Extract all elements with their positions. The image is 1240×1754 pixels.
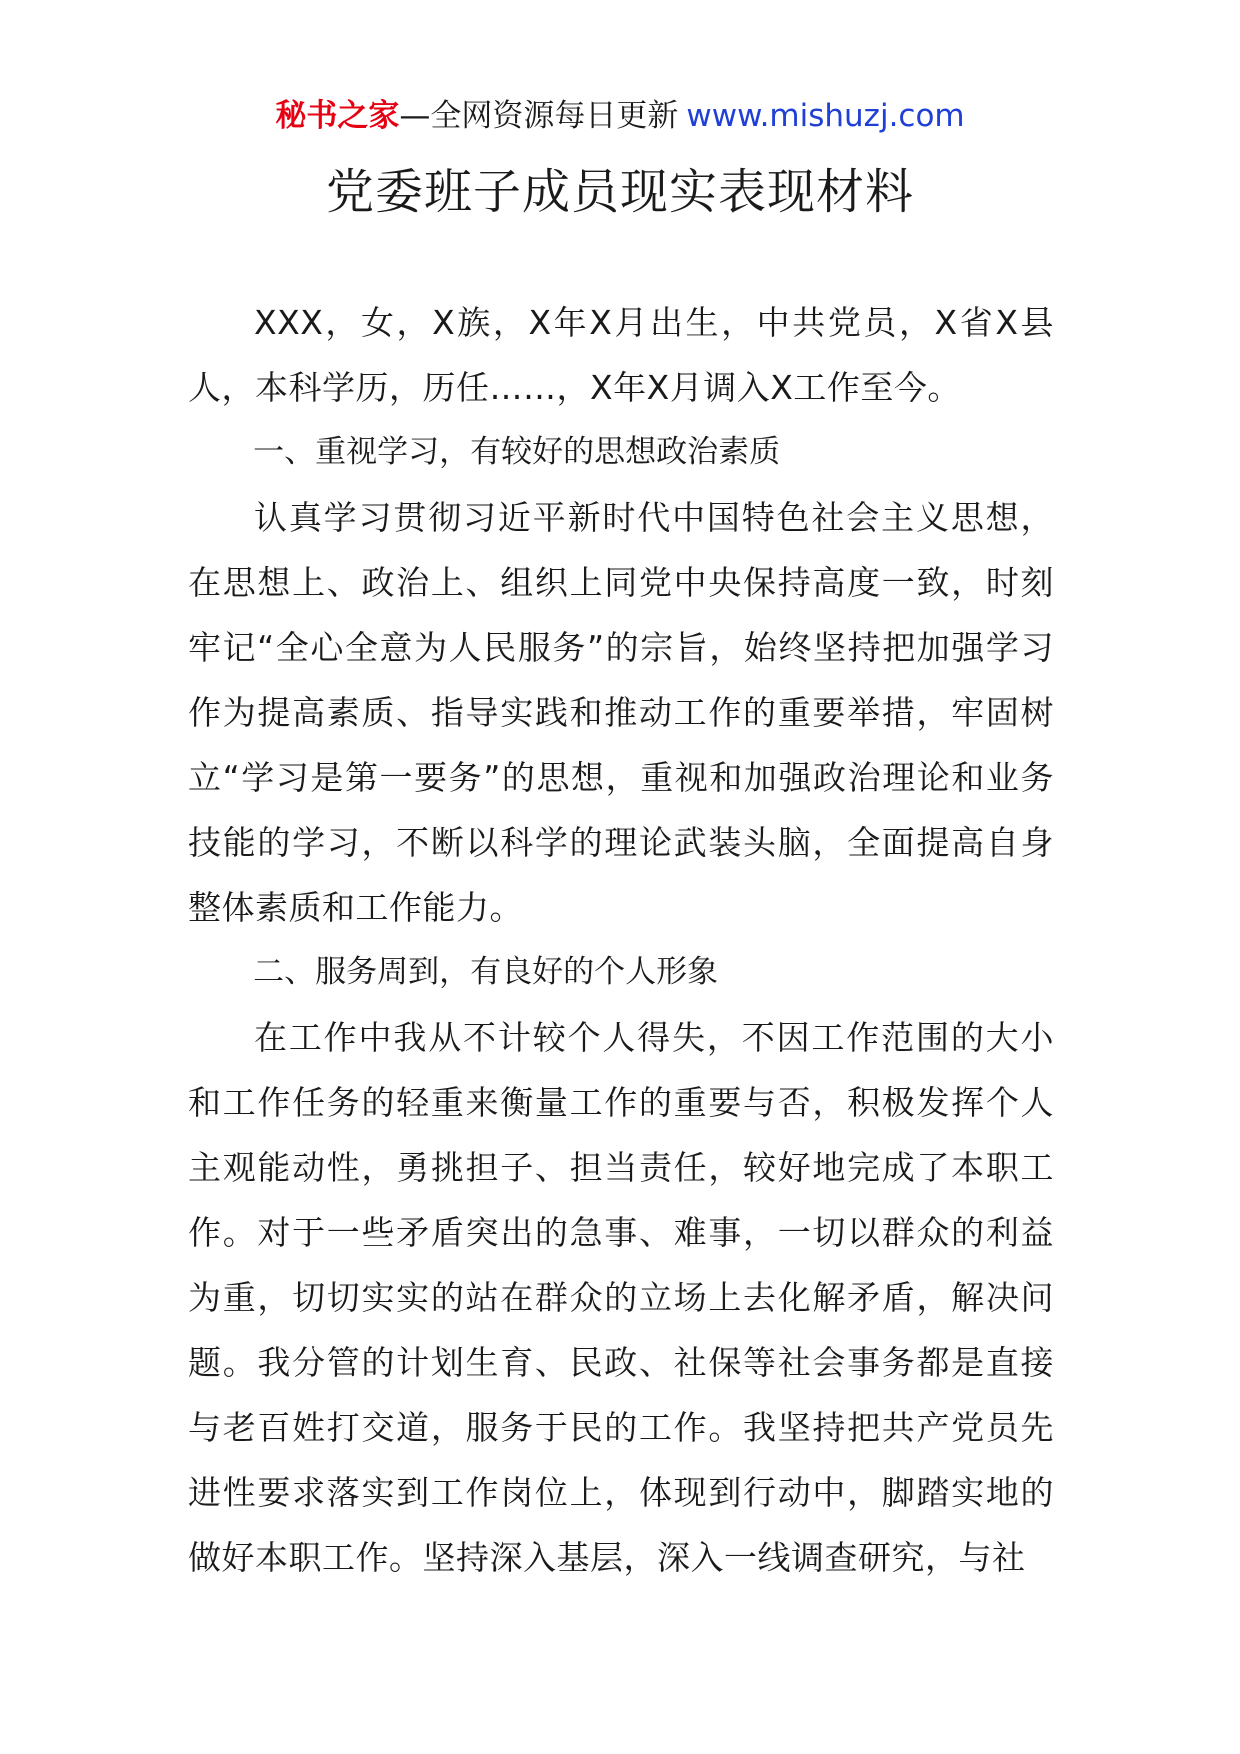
section-heading-2: 二、服务周到，有良好的个人形象 bbox=[253, 954, 719, 990]
site-name: 秘书之家 bbox=[275, 98, 400, 134]
site-header bbox=[0, 96, 1240, 136]
document-body bbox=[188, 290, 1054, 1590]
section-1-paragraph: 认真学习贯彻习近平新时代中国特色社会主义思想，在思想上、政治上、组织上同党中央保持高度一致，时刻牢记“全心全意为人民服务”的宗旨，始终坚持把加强学习作为提高素质、指导实践和推动工作的重要举措，牢固树立“学习是第一要务”的思想，重视和加强政治理论和业务技能的学习，不断以科学的理论武装头脑，全面提高自身整体素质和工作能力。 bbox=[188, 498, 1054, 927]
section-heading-1: 一、重视学习，有较好的思想政治素质 bbox=[253, 434, 781, 470]
intro-paragraph: XXX，女，X族，X年X月出生，中共党员，X省X县人，本科学历，历任……，X年X月调入X工作至今。 bbox=[188, 303, 1054, 407]
document-title: 党委班子成员现实表现材料 bbox=[325, 164, 914, 220]
site-url-link[interactable]: www.mishuzj.com bbox=[686, 98, 965, 134]
section-2-paragraph: 在工作中我从不计较个人得失，不因工作范围的大小和工作任务的轻重来衡量工作的重要与否，积极发挥个人主观能动性，勇挑担子、担当责任，较好地完成了本职工作。对于一些矛盾突出的急事、难事，一切以群众的利益为重，切切实实的站在群众的立场上去化解矛盾，解决问题。我分管的计划生育、民政、社保等社会事务都是直接与老百姓打交道，服务于民的工作。我坚持把共产党员先进性要求落实到工作岗位上，体现到行动中，脚踏实地的做好本职工作。坚持深入基层，深入一线调查研究，与社 bbox=[188, 1018, 1054, 1577]
site-slogan: —全网资源每日更新 bbox=[399, 98, 679, 134]
